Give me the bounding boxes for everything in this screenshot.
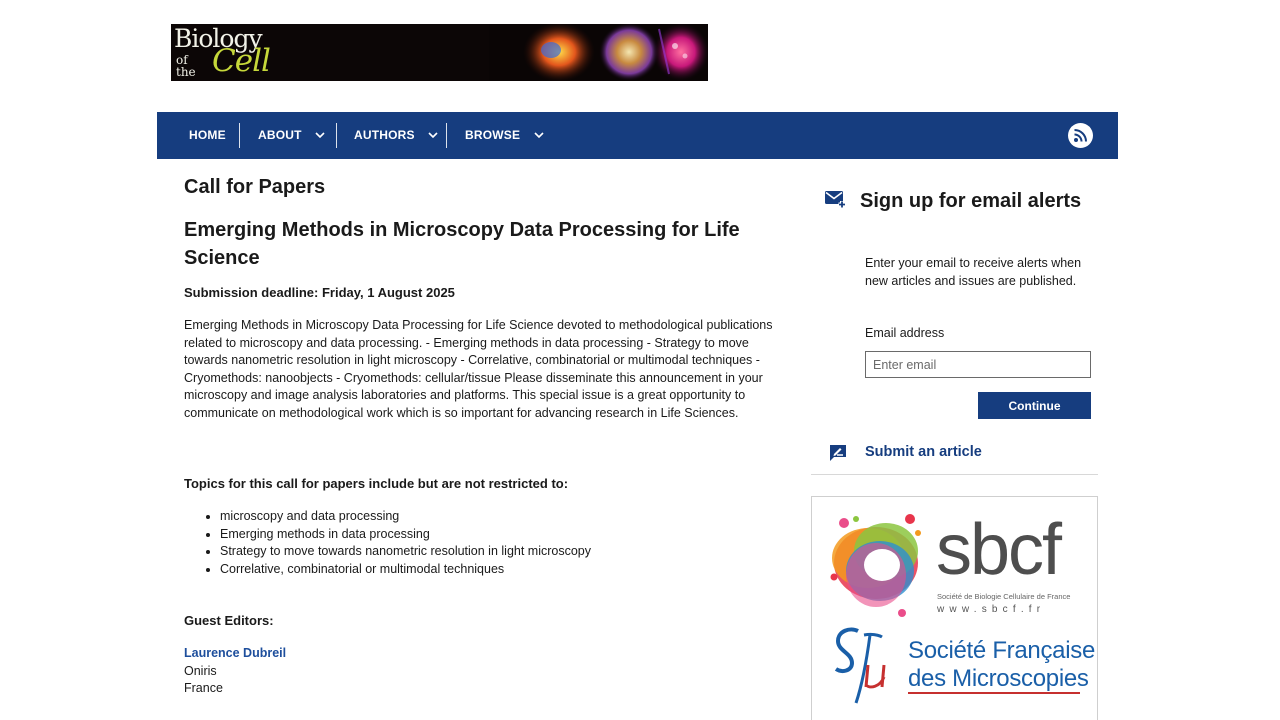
email-field-label: Email address	[865, 326, 945, 340]
editor-country: France	[184, 681, 223, 696]
journal-banner[interactable]	[171, 24, 708, 81]
sbcf-wordmark: sbcf	[936, 510, 1061, 590]
chevron-down-icon	[428, 132, 438, 139]
sfm-line-2: des Microscopies	[908, 665, 1089, 692]
sfm-wordmark	[908, 637, 1095, 693]
partner-logos[interactable]	[811, 496, 1098, 720]
email-signup-title: Sign up for email alerts	[860, 190, 1082, 212]
main-nav	[157, 112, 1118, 159]
list-item: • Correlative, combinatorial or multimodal techniques	[220, 561, 591, 579]
sfm-line-1: Société Française	[908, 637, 1095, 664]
nav-divider	[336, 123, 337, 148]
sbcf-website: www.sbcf.fr	[937, 604, 1046, 615]
sfm-underline	[908, 692, 1080, 694]
banner-microscopy-art	[489, 24, 708, 81]
sbcf-logo-icon	[828, 513, 938, 628]
logo-word-cell: Cell	[212, 43, 270, 79]
email-field[interactable]	[865, 351, 1091, 378]
sbcf-subtitle: Société de Biologie Cellulaire de France	[937, 592, 1071, 601]
nav-browse-label: BROWSE	[465, 128, 521, 142]
list-item: • microscopy and data processing	[220, 508, 591, 526]
nav-item-authors[interactable]	[354, 112, 438, 159]
call-description: Emerging Methods in Microscopy Data Processing for Life Science devoted to methodological publications related to microscopy and data processing. - Emerging methods in data processing - Strategy to move towards nanometric resolution in light microscopy - Correlative, combinatorial or multimodal techniques - Cryomethods: nanoobjects - Cryomethods: cellular/tissue Please disseminate this announcement in your microscopy and image analysis laboratories and platforms. This special issue is a great opportunity to communicate on methodological work which is so important for advancing research in Life Sciences.	[184, 318, 773, 420]
chevron-down-icon	[534, 132, 544, 139]
rss-button[interactable]	[1068, 123, 1093, 148]
topics-heading: Topics for this call for papers include but are not restricted to:	[184, 476, 569, 491]
list-item: • Emerging methods in data processing	[220, 526, 591, 544]
guest-editor	[184, 645, 286, 698]
section-title: Call for Papers	[184, 176, 326, 198]
rss-icon	[1073, 128, 1088, 143]
edit-note-icon	[828, 444, 848, 462]
logo-word-biology: Biology	[174, 24, 262, 53]
guest-editors-heading: Guest Editors:	[184, 613, 274, 628]
nav-item-about[interactable]	[258, 112, 325, 159]
submission-deadline: Submission deadline: Friday, 1 August 2025	[184, 285, 455, 300]
email-signup-text: Enter your email to receive alerts when new articles and issues are published.	[865, 256, 1082, 288]
nav-about-label: ABOUT	[258, 128, 302, 142]
nav-divider	[239, 123, 240, 148]
continue-button[interactable]: Continue	[978, 392, 1091, 419]
submit-article-label: Submit an article	[865, 444, 982, 460]
sfm-logo-icon	[830, 625, 894, 705]
editor-name-link[interactable]: Laurence Dubreil	[184, 646, 287, 660]
submit-article-link[interactable]	[811, 440, 1098, 475]
logo-word-of-the: of the	[176, 53, 196, 79]
editor-affiliation: Oniris	[184, 663, 217, 678]
email-alert-icon	[824, 189, 848, 209]
nav-authors-label: AUTHORS	[354, 128, 415, 142]
page-title: Emerging Methods in Microscopy Data Processing for Life Science	[184, 219, 740, 269]
nav-item-browse[interactable]	[465, 112, 544, 159]
nav-divider	[446, 123, 447, 148]
nav-item-home[interactable]	[189, 112, 226, 159]
nav-home-label: HOME	[189, 128, 226, 142]
chevron-down-icon	[315, 132, 325, 139]
list-item: • Strategy to move towards nanometric resolution in light microscopy	[220, 543, 591, 561]
topics-list	[184, 508, 591, 578]
